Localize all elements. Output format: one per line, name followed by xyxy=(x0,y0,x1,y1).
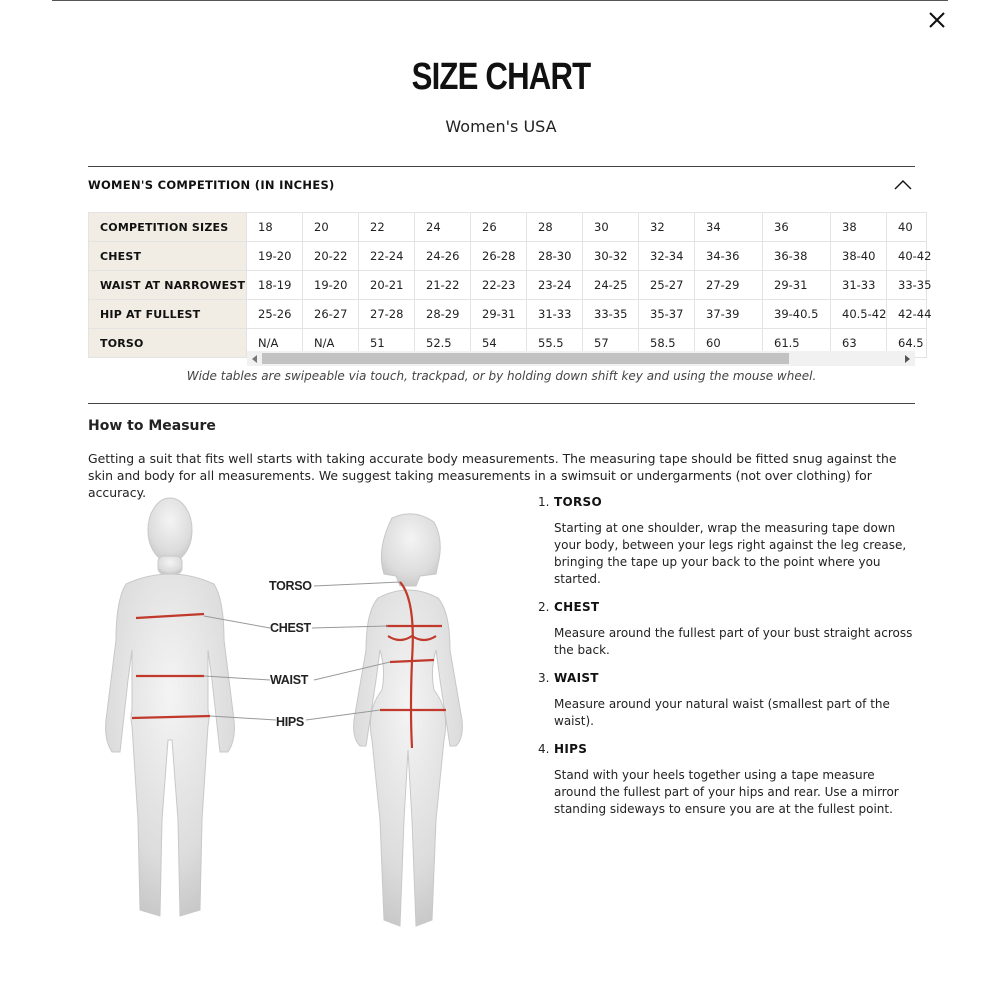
table-cell: 22-23 xyxy=(471,271,527,300)
table-row xyxy=(89,271,927,300)
arrow-left-icon[interactable] xyxy=(250,354,260,364)
page-subtitle: Women's USA xyxy=(445,117,557,136)
size-table-scroller[interactable] xyxy=(88,212,932,367)
accordion-toggle[interactable] xyxy=(88,174,915,196)
measure-step xyxy=(538,742,918,818)
top-divider xyxy=(52,0,948,1)
page-title: SIZE CHART xyxy=(411,56,591,98)
section-divider xyxy=(88,403,915,404)
size-table xyxy=(88,212,932,358)
measure-step xyxy=(538,495,918,588)
table-cell: 18 xyxy=(247,213,303,242)
table-cell: 18-19 xyxy=(247,271,303,300)
figure-label-waist: WAIST xyxy=(270,673,309,687)
table-cell: 51 xyxy=(359,329,415,358)
table-cell: 29-31 xyxy=(471,300,527,329)
row-header: TORSO xyxy=(89,329,247,358)
table-cell: 55.5 xyxy=(527,329,583,358)
row-header: COMPETITION SIZES xyxy=(89,213,247,242)
step-title: HIPS xyxy=(554,742,588,756)
step-description: Measure around the fullest part of your bust straight across the back. xyxy=(554,626,913,657)
table-cell: 28-30 xyxy=(527,242,583,271)
table-cell: 30-32 xyxy=(583,242,639,271)
table-cell: 63 xyxy=(831,329,887,358)
scrollbar-thumb[interactable] xyxy=(262,353,789,364)
row-header: HIP AT FULLEST xyxy=(89,300,247,329)
table-cell: 36-38 xyxy=(763,242,831,271)
table-cell: 38 xyxy=(831,213,887,242)
table-cell: 35-37 xyxy=(639,300,695,329)
table-cell: 25-26 xyxy=(247,300,303,329)
close-button[interactable] xyxy=(925,8,949,32)
step-description: Stand with your heels together using a tape measure around the fullest part of your hips and rear. Use a mirror standing sideways to ensure you are at the fullest point. xyxy=(554,768,899,816)
table-cell: 33-35 xyxy=(887,271,927,300)
chevron-up-icon xyxy=(893,176,913,192)
step-description: Measure around your natural waist (smallest part of the waist). xyxy=(554,697,890,728)
close-icon xyxy=(925,8,949,32)
table-cell: N/A xyxy=(303,329,359,358)
table-cell: 33-35 xyxy=(583,300,639,329)
table-cell: 24 xyxy=(415,213,471,242)
accordion-title: WOMEN'S COMPETITION (IN INCHES) xyxy=(88,178,335,192)
table-cell: 39-40.5 xyxy=(763,300,831,329)
horizontal-scrollbar[interactable] xyxy=(247,351,915,366)
table-row xyxy=(89,300,927,329)
table-cell: 54 xyxy=(471,329,527,358)
measure-step xyxy=(538,600,918,659)
table-cell: 25-27 xyxy=(639,271,695,300)
table-cell: 26-28 xyxy=(471,242,527,271)
table-cell: 42-44 xyxy=(887,300,927,329)
step-number: 4. xyxy=(538,742,550,756)
table-cell: 57 xyxy=(583,329,639,358)
step-number: 3. xyxy=(538,671,550,685)
table-cell: 31-33 xyxy=(527,300,583,329)
table-cell: 24-25 xyxy=(583,271,639,300)
table-cell: 19-20 xyxy=(247,242,303,271)
table-cell: 21-22 xyxy=(415,271,471,300)
table-cell: 31-33 xyxy=(831,271,887,300)
table-cell: 20 xyxy=(303,213,359,242)
step-description: Starting at one shoulder, wrap the measuring tape down your body, between your legs right against the leg crease, bringing the tape up your back to the point where you started. xyxy=(554,521,907,586)
row-header: WAIST AT NARROWEST xyxy=(89,271,247,300)
table-cell: 40 xyxy=(887,213,927,242)
table-cell: 27-29 xyxy=(695,271,763,300)
figure-label-chest: CHEST xyxy=(270,621,311,635)
step-number: 2. xyxy=(538,600,550,614)
table-cell: 34-36 xyxy=(695,242,763,271)
table-cell: 20-21 xyxy=(359,271,415,300)
arrow-right-icon[interactable] xyxy=(902,354,912,364)
table-cell: 22 xyxy=(359,213,415,242)
table-cell: 64.5 xyxy=(887,329,927,358)
table-cell: N/A xyxy=(247,329,303,358)
table-row xyxy=(89,213,927,242)
table-cell: 60 xyxy=(695,329,763,358)
table-cell: 32-34 xyxy=(639,242,695,271)
table-cell: 40-42 xyxy=(887,242,927,271)
male-figure xyxy=(106,498,235,916)
figure-label-hips: HIPS xyxy=(276,715,304,729)
step-title: WAIST xyxy=(554,671,599,685)
table-cell: 32 xyxy=(639,213,695,242)
step-title: CHEST xyxy=(554,600,600,614)
table-cell: 34 xyxy=(695,213,763,242)
swipe-note: Wide tables are swipeable via touch, trackpad, or by holding down shift key and using the mouse wheel. xyxy=(186,369,817,383)
table-cell: 26-27 xyxy=(303,300,359,329)
figure-label-torso: TORSO xyxy=(269,579,312,593)
table-cell: 52.5 xyxy=(415,329,471,358)
table-cell: 28 xyxy=(527,213,583,242)
row-header: CHEST xyxy=(89,242,247,271)
how-to-measure-intro: Getting a suit that fits well starts with taking accurate body measurements. The measuring tape should be fitted snug against the skin and body for all measurements. We suggest taking measurements in a swimsuit or undergarments (not over clothing) for accuracy. xyxy=(88,451,897,500)
section-divider xyxy=(88,166,915,167)
table-cell: 40.5-42 xyxy=(831,300,887,329)
measure-steps-list xyxy=(538,495,918,830)
table-cell: 22-24 xyxy=(359,242,415,271)
table-cell: 37-39 xyxy=(695,300,763,329)
table-cell: 58.5 xyxy=(639,329,695,358)
how-to-measure-heading: How to Measure xyxy=(88,418,216,434)
measurement-illustration xyxy=(100,490,480,940)
table-cell: 28-29 xyxy=(415,300,471,329)
table-cell: 23-24 xyxy=(527,271,583,300)
table-cell: 24-26 xyxy=(415,242,471,271)
table-cell: 20-22 xyxy=(303,242,359,271)
table-cell: 27-28 xyxy=(359,300,415,329)
table-cell: 29-31 xyxy=(763,271,831,300)
table-row xyxy=(89,242,927,271)
table-cell: 61.5 xyxy=(763,329,831,358)
table-cell: 30 xyxy=(583,213,639,242)
table-cell: 19-20 xyxy=(303,271,359,300)
table-cell: 38-40 xyxy=(831,242,887,271)
step-title: TORSO xyxy=(554,495,602,509)
step-number: 1. xyxy=(538,495,550,509)
table-cell: 36 xyxy=(763,213,831,242)
measure-step xyxy=(538,671,918,730)
table-cell: 26 xyxy=(471,213,527,242)
female-figure xyxy=(354,514,463,926)
